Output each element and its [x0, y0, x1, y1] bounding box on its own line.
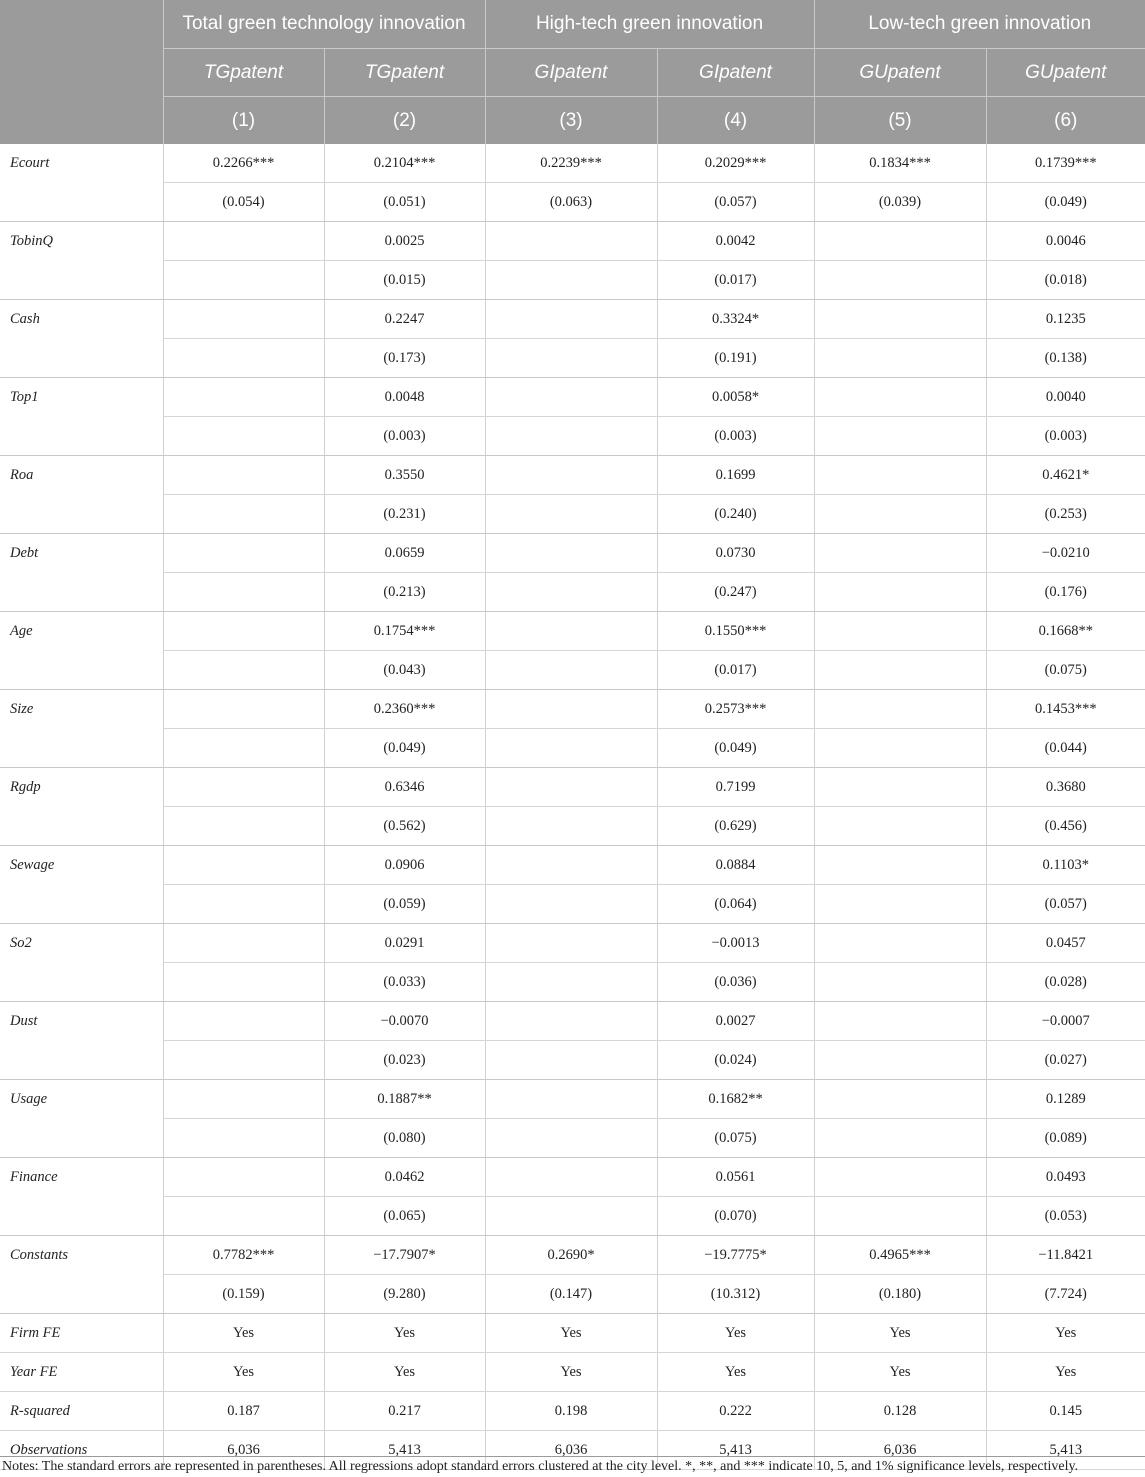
- std-error-cell: (0.057): [986, 885, 1145, 924]
- coefficient-cell: 0.0058*: [657, 378, 814, 417]
- coefficient-cell: [163, 1158, 324, 1197]
- coefficient-cell: 0.3680: [986, 768, 1145, 807]
- coefficient-cell: [814, 300, 986, 339]
- stat-cell: 0.128: [814, 1392, 986, 1431]
- coefficient-cell: −11.8421: [986, 1236, 1145, 1275]
- table-header: [0, 0, 1145, 144]
- coefficient-cell: 0.2360***: [324, 690, 485, 729]
- table-row: [0, 1275, 1145, 1314]
- coefficient-cell: 0.0659: [324, 534, 485, 573]
- std-error-cell: (0.039): [814, 183, 986, 222]
- coefficient-cell: [163, 612, 324, 651]
- table-row: [0, 963, 1145, 1002]
- coefficient-cell: 0.1668**: [986, 612, 1145, 651]
- table-row: [0, 261, 1145, 300]
- std-error-cell: (0.044): [986, 729, 1145, 768]
- std-error-cell: [814, 885, 986, 924]
- header-corner: [0, 0, 163, 144]
- coefficient-cell: [814, 378, 986, 417]
- std-error-cell: [163, 573, 324, 612]
- coefficient-cell: [485, 924, 657, 963]
- std-error-cell: [485, 729, 657, 768]
- std-error-cell: [485, 417, 657, 456]
- coefficient-cell: 0.1682**: [657, 1080, 814, 1119]
- std-error-cell: (0.017): [657, 651, 814, 690]
- std-error-cell: [814, 963, 986, 1002]
- coefficient-cell: 0.0040: [986, 378, 1145, 417]
- std-error-cell: (0.240): [657, 495, 814, 534]
- std-error-cell: [163, 651, 324, 690]
- coefficient-cell: 0.0025: [324, 222, 485, 261]
- std-error-cell: (0.017): [657, 261, 814, 300]
- table-row: [0, 1197, 1145, 1236]
- std-error-cell: [163, 1041, 324, 1080]
- std-error-cell: (0.064): [657, 885, 814, 924]
- std-error-cell: (0.629): [657, 807, 814, 846]
- coefficient-cell: [814, 1002, 986, 1041]
- coefficient-cell: [163, 534, 324, 573]
- coefficient-cell: 0.2029***: [657, 144, 814, 183]
- std-error-cell: [485, 339, 657, 378]
- depvar-header: TGpatent: [163, 49, 324, 97]
- group-header-total: Total green technology innovation: [163, 0, 485, 49]
- coefficient-cell: 0.1754***: [324, 612, 485, 651]
- coefficient-cell: [814, 846, 986, 885]
- coefficient-cell: [485, 1002, 657, 1041]
- coefficient-cell: [485, 1158, 657, 1197]
- variable-label: Top1: [0, 378, 163, 456]
- coefficient-cell: 0.0046: [986, 222, 1145, 261]
- coefficient-cell: 0.2690*: [485, 1236, 657, 1275]
- coefficient-cell: [163, 378, 324, 417]
- coefficient-cell: [163, 1080, 324, 1119]
- std-error-cell: (0.036): [657, 963, 814, 1002]
- std-error-cell: (0.053): [986, 1197, 1145, 1236]
- table-row: [0, 690, 1145, 729]
- std-error-cell: (0.191): [657, 339, 814, 378]
- stat-cell: 0.187: [163, 1392, 324, 1431]
- std-error-cell: [163, 807, 324, 846]
- coefficient-cell: 0.0457: [986, 924, 1145, 963]
- stat-cell: 5,413: [657, 1431, 814, 1470]
- std-error-cell: [485, 261, 657, 300]
- std-error-cell: (0.180): [814, 1275, 986, 1314]
- std-error-cell: (9.280): [324, 1275, 485, 1314]
- table-row: [0, 1002, 1145, 1041]
- variable-label: Sewage: [0, 846, 163, 924]
- coefficient-cell: 0.3550: [324, 456, 485, 495]
- coefficient-cell: [814, 690, 986, 729]
- coefficient-cell: −17.7907*: [324, 1236, 485, 1275]
- table-row: [0, 1158, 1145, 1197]
- column-number: (2): [324, 97, 485, 145]
- coefficient-cell: [163, 846, 324, 885]
- column-number: (3): [485, 97, 657, 145]
- stat-cell: 0.222: [657, 1392, 814, 1431]
- coefficient-cell: 0.2104***: [324, 144, 485, 183]
- variable-label: R-squared: [0, 1392, 163, 1431]
- std-error-cell: (0.049): [986, 183, 1145, 222]
- std-error-cell: (0.063): [485, 183, 657, 222]
- column-number: (6): [986, 97, 1145, 145]
- std-error-cell: (0.089): [986, 1119, 1145, 1158]
- table-row: [0, 651, 1145, 690]
- coefficient-cell: [814, 1158, 986, 1197]
- variable-label: Debt: [0, 534, 163, 612]
- std-error-cell: [485, 963, 657, 1002]
- std-error-cell: (0.075): [986, 651, 1145, 690]
- stat-cell: Yes: [485, 1314, 657, 1353]
- std-error-cell: (0.173): [324, 339, 485, 378]
- std-error-cell: [163, 1119, 324, 1158]
- coefficient-cell: 0.7199: [657, 768, 814, 807]
- std-error-cell: (0.033): [324, 963, 485, 1002]
- column-number: (4): [657, 97, 814, 145]
- depvar-header: GIpatent: [485, 49, 657, 97]
- coefficient-cell: [814, 924, 986, 963]
- coefficient-cell: 0.6346: [324, 768, 485, 807]
- std-error-cell: (0.051): [324, 183, 485, 222]
- std-error-cell: (0.003): [657, 417, 814, 456]
- group-header-low-tech: Low-tech green innovation: [814, 0, 1145, 49]
- coefficient-cell: 0.4621*: [986, 456, 1145, 495]
- variable-label: Age: [0, 612, 163, 690]
- header-colnum-row: [0, 97, 1145, 145]
- coefficient-cell: [814, 534, 986, 573]
- coefficient-cell: [814, 768, 986, 807]
- depvar-header: TGpatent: [324, 49, 485, 97]
- variable-label: TobinQ: [0, 222, 163, 300]
- table-row: [0, 1080, 1145, 1119]
- coefficient-cell: 0.1739***: [986, 144, 1145, 183]
- coefficient-cell: 0.2239***: [485, 144, 657, 183]
- header-depvar-row: [0, 49, 1145, 97]
- coefficient-cell: 0.0048: [324, 378, 485, 417]
- coefficient-cell: [814, 1080, 986, 1119]
- variable-label: Cash: [0, 300, 163, 378]
- table-row: [0, 1041, 1145, 1080]
- std-error-cell: [163, 885, 324, 924]
- coefficient-cell: [485, 612, 657, 651]
- table-row: [0, 222, 1145, 261]
- std-error-cell: (0.043): [324, 651, 485, 690]
- coefficient-cell: [814, 222, 986, 261]
- std-error-cell: [814, 573, 986, 612]
- stat-cell: 6,036: [163, 1431, 324, 1470]
- coefficient-cell: −0.0070: [324, 1002, 485, 1041]
- coefficient-cell: [485, 1080, 657, 1119]
- depvar-header: GUpatent: [986, 49, 1145, 97]
- table-notes: Notes: The standard errors are represented in parentheses. All regressions adopt standard errors clustered at the city level. *, **, and *** indicate 10, 5, and 1% significance levels, respectively.: [0, 1456, 1145, 1475]
- std-error-cell: [163, 1197, 324, 1236]
- coefficient-cell: 0.1235: [986, 300, 1145, 339]
- table-row: [0, 924, 1145, 963]
- coefficient-cell: 0.1887**: [324, 1080, 485, 1119]
- coefficient-cell: 0.0884: [657, 846, 814, 885]
- variable-label: Finance: [0, 1158, 163, 1236]
- std-error-cell: (0.213): [324, 573, 485, 612]
- std-error-cell: (0.057): [657, 183, 814, 222]
- coefficient-cell: 0.1834***: [814, 144, 986, 183]
- table-row: [0, 807, 1145, 846]
- coefficient-cell: [163, 222, 324, 261]
- table-row: [0, 1392, 1145, 1431]
- stat-cell: Yes: [657, 1314, 814, 1353]
- variable-label: Dust: [0, 1002, 163, 1080]
- std-error-cell: [485, 495, 657, 534]
- variable-label: Firm FE: [0, 1314, 163, 1353]
- std-error-cell: (0.147): [485, 1275, 657, 1314]
- coefficient-cell: −0.0210: [986, 534, 1145, 573]
- table-row: [0, 378, 1145, 417]
- std-error-cell: (0.080): [324, 1119, 485, 1158]
- table-row: [0, 729, 1145, 768]
- coefficient-cell: 0.1103*: [986, 846, 1145, 885]
- std-error-cell: [163, 963, 324, 1002]
- variable-label: Observations: [0, 1431, 163, 1470]
- table-row: [0, 1314, 1145, 1353]
- coefficient-cell: [485, 456, 657, 495]
- std-error-cell: (0.456): [986, 807, 1145, 846]
- coefficient-cell: [485, 690, 657, 729]
- coefficient-cell: [163, 1002, 324, 1041]
- coefficient-cell: 0.1550***: [657, 612, 814, 651]
- stat-cell: 6,036: [814, 1431, 986, 1470]
- stat-cell: 0.217: [324, 1392, 485, 1431]
- variable-label: Rgdp: [0, 768, 163, 846]
- stat-cell: 5,413: [324, 1431, 485, 1470]
- std-error-cell: (0.015): [324, 261, 485, 300]
- stat-cell: Yes: [324, 1314, 485, 1353]
- coefficient-cell: [485, 378, 657, 417]
- std-error-cell: [163, 495, 324, 534]
- coefficient-cell: 0.2573***: [657, 690, 814, 729]
- std-error-cell: [485, 1197, 657, 1236]
- std-error-cell: [814, 1119, 986, 1158]
- std-error-cell: [163, 261, 324, 300]
- stat-cell: 0.198: [485, 1392, 657, 1431]
- coefficient-cell: −0.0013: [657, 924, 814, 963]
- coefficient-cell: 0.0730: [657, 534, 814, 573]
- stat-cell: 5,413: [986, 1431, 1145, 1470]
- stat-cell: Yes: [986, 1314, 1145, 1353]
- stat-cell: Yes: [814, 1353, 986, 1392]
- std-error-cell: [485, 1119, 657, 1158]
- std-error-cell: [814, 417, 986, 456]
- depvar-header: GIpatent: [657, 49, 814, 97]
- std-error-cell: [814, 1197, 986, 1236]
- std-error-cell: [814, 339, 986, 378]
- stat-cell: Yes: [986, 1353, 1145, 1392]
- coefficient-cell: 0.1699: [657, 456, 814, 495]
- coefficient-cell: 0.1453***: [986, 690, 1145, 729]
- std-error-cell: (0.247): [657, 573, 814, 612]
- table-row: [0, 573, 1145, 612]
- std-error-cell: [163, 417, 324, 456]
- coefficient-cell: [163, 768, 324, 807]
- coefficient-cell: 0.0291: [324, 924, 485, 963]
- coefficient-cell: 0.1289: [986, 1080, 1145, 1119]
- variable-label: Ecourt: [0, 144, 163, 222]
- std-error-cell: (7.724): [986, 1275, 1145, 1314]
- std-error-cell: [485, 1041, 657, 1080]
- table-row: [0, 300, 1145, 339]
- table-body: [0, 144, 1145, 1470]
- std-error-cell: [163, 339, 324, 378]
- std-error-cell: [163, 729, 324, 768]
- std-error-cell: (0.176): [986, 573, 1145, 612]
- table-row: [0, 144, 1145, 183]
- stat-cell: Yes: [163, 1314, 324, 1353]
- std-error-cell: [485, 807, 657, 846]
- stat-cell: 0.145: [986, 1392, 1145, 1431]
- column-number: (1): [163, 97, 324, 145]
- variable-label: Constants: [0, 1236, 163, 1314]
- table-row: [0, 612, 1145, 651]
- stat-cell: Yes: [657, 1353, 814, 1392]
- std-error-cell: [485, 573, 657, 612]
- coefficient-cell: 0.2247: [324, 300, 485, 339]
- depvar-header: GUpatent: [814, 49, 986, 97]
- variable-label: Usage: [0, 1080, 163, 1158]
- table-row: [0, 885, 1145, 924]
- table-row: [0, 534, 1145, 573]
- std-error-cell: [814, 807, 986, 846]
- std-error-cell: (0.231): [324, 495, 485, 534]
- coefficient-cell: 0.0906: [324, 846, 485, 885]
- std-error-cell: (0.075): [657, 1119, 814, 1158]
- std-error-cell: [814, 261, 986, 300]
- coefficient-cell: 0.0042: [657, 222, 814, 261]
- stat-cell: Yes: [324, 1353, 485, 1392]
- coefficient-cell: [485, 534, 657, 573]
- std-error-cell: (0.065): [324, 1197, 485, 1236]
- std-error-cell: (0.253): [986, 495, 1145, 534]
- std-error-cell: (0.028): [986, 963, 1145, 1002]
- variable-label: Roa: [0, 456, 163, 534]
- std-error-cell: (0.049): [324, 729, 485, 768]
- std-error-cell: [485, 651, 657, 690]
- table-row: [0, 417, 1145, 456]
- coefficient-cell: 0.4965***: [814, 1236, 986, 1275]
- table-row: [0, 1236, 1145, 1275]
- table-row: [0, 456, 1145, 495]
- stat-cell: Yes: [814, 1314, 986, 1353]
- coefficient-cell: 0.0493: [986, 1158, 1145, 1197]
- table-row: [0, 183, 1145, 222]
- variable-label: So2: [0, 924, 163, 1002]
- std-error-cell: (0.049): [657, 729, 814, 768]
- group-header-high-tech: High-tech green innovation: [485, 0, 814, 49]
- coefficient-cell: [485, 300, 657, 339]
- coefficient-cell: [814, 612, 986, 651]
- std-error-cell: [814, 495, 986, 534]
- coefficient-cell: [485, 222, 657, 261]
- std-error-cell: (0.562): [324, 807, 485, 846]
- column-number: (5): [814, 97, 986, 145]
- table-row: [0, 768, 1145, 807]
- coefficient-cell: 0.0462: [324, 1158, 485, 1197]
- coefficient-cell: 0.2266***: [163, 144, 324, 183]
- std-error-cell: [814, 651, 986, 690]
- std-error-cell: (0.003): [324, 417, 485, 456]
- stat-cell: Yes: [485, 1353, 657, 1392]
- header-group-row: [0, 0, 1145, 49]
- std-error-cell: (0.059): [324, 885, 485, 924]
- stat-cell: 6,036: [485, 1431, 657, 1470]
- coefficient-cell: [163, 924, 324, 963]
- table-row: [0, 846, 1145, 885]
- variable-label: Size: [0, 690, 163, 768]
- std-error-cell: (0.024): [657, 1041, 814, 1080]
- table-row: [0, 339, 1145, 378]
- std-error-cell: (0.023): [324, 1041, 485, 1080]
- std-error-cell: (10.312): [657, 1275, 814, 1314]
- std-error-cell: (0.138): [986, 339, 1145, 378]
- coefficient-cell: [485, 768, 657, 807]
- std-error-cell: [485, 885, 657, 924]
- std-error-cell: [814, 729, 986, 768]
- std-error-cell: (0.018): [986, 261, 1145, 300]
- coefficient-cell: −19.7775*: [657, 1236, 814, 1275]
- coefficient-cell: [163, 300, 324, 339]
- table-row: [0, 495, 1145, 534]
- std-error-cell: (0.054): [163, 183, 324, 222]
- coefficient-cell: [485, 846, 657, 885]
- std-error-cell: (0.003): [986, 417, 1145, 456]
- coefficient-cell: −0.0007: [986, 1002, 1145, 1041]
- variable-label: Year FE: [0, 1353, 163, 1392]
- std-error-cell: (0.070): [657, 1197, 814, 1236]
- table-row: [0, 1353, 1145, 1392]
- coefficient-cell: 0.0561: [657, 1158, 814, 1197]
- coefficient-cell: 0.3324*: [657, 300, 814, 339]
- std-error-cell: (0.159): [163, 1275, 324, 1314]
- coefficient-cell: [814, 456, 986, 495]
- std-error-cell: (0.027): [986, 1041, 1145, 1080]
- std-error-cell: [814, 1041, 986, 1080]
- coefficient-cell: 0.7782***: [163, 1236, 324, 1275]
- table-row: [0, 1119, 1145, 1158]
- coefficient-cell: [163, 456, 324, 495]
- stat-cell: Yes: [163, 1353, 324, 1392]
- coefficient-cell: [163, 690, 324, 729]
- coefficient-cell: 0.0027: [657, 1002, 814, 1041]
